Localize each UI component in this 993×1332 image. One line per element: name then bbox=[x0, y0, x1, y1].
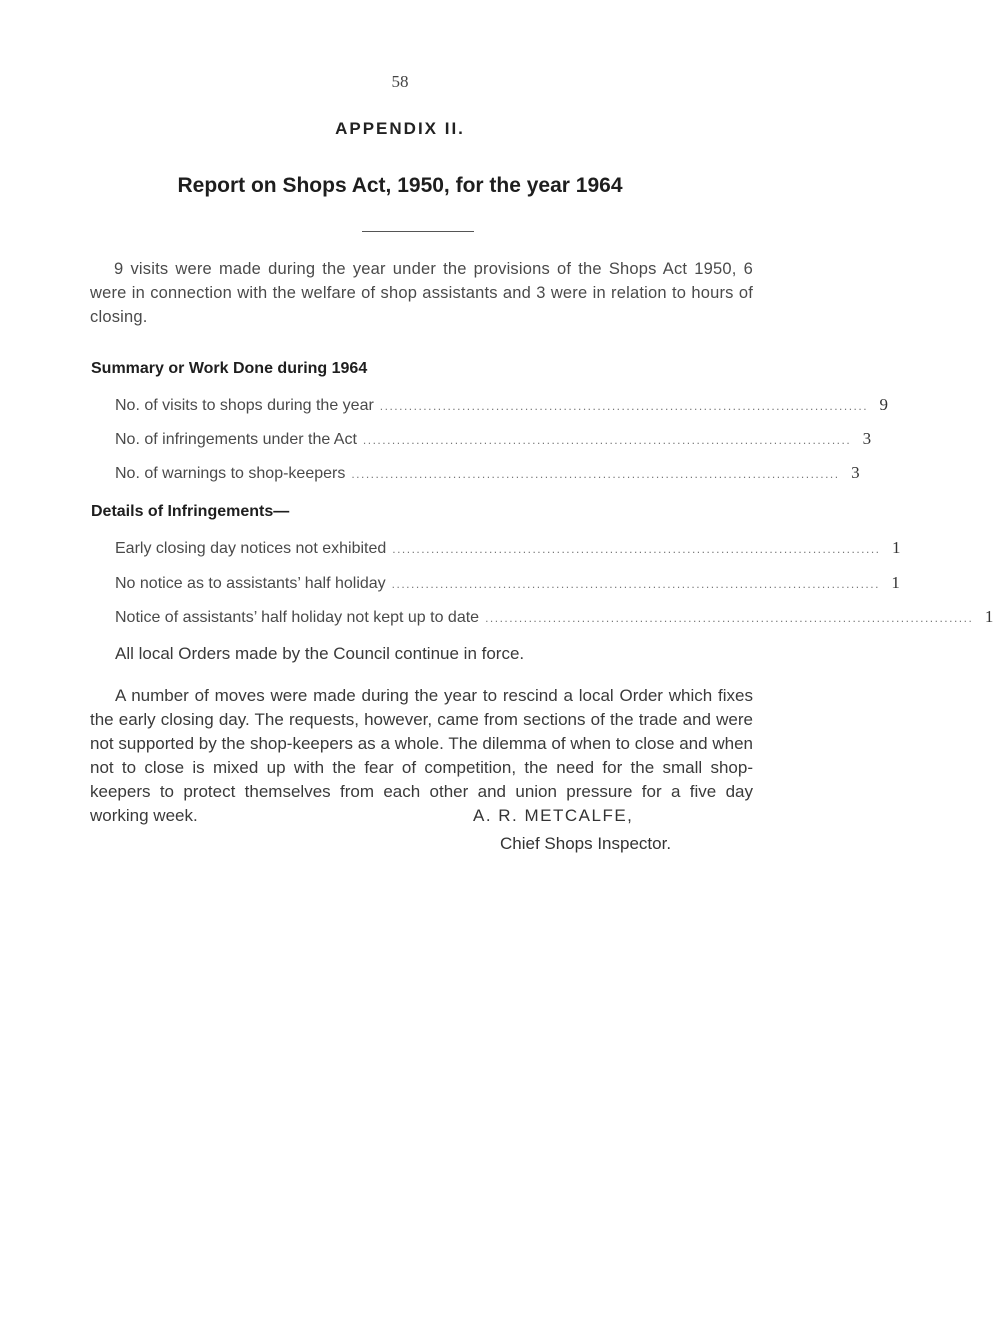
orders-statement: All local Orders made by the Council continue in force. bbox=[115, 644, 525, 663]
summary-value: 9 bbox=[879, 395, 889, 414]
summary-value: 3 bbox=[862, 429, 872, 448]
summary-label: No. of infringements under the Act bbox=[115, 431, 357, 448]
summary-label: No. of warnings to shop-keepers bbox=[115, 465, 346, 482]
summary-heading: Summary or Work Done during 1964 bbox=[91, 360, 368, 377]
dot-leader: ..................................................................................................... bbox=[391, 577, 880, 591]
appendix-heading: APPENDIX II. bbox=[335, 119, 465, 138]
body-paragraph: A number of moves were made during the year to rescind a local Order which fixes the early closing day. The requests, however, came from sections of the trade and were not supported by the shop-keepers as a whole. The dilemma of when to close and when not to close is mixed up with the fear of competition, the need for the small shop-keepers to protect themselves from each other and union pressure for a five day working week. bbox=[90, 686, 753, 825]
details-label: Early closing day notices not exhibited bbox=[115, 540, 387, 557]
title-divider bbox=[362, 231, 474, 232]
details-value: 1 bbox=[984, 607, 993, 626]
details-row-no-notice bbox=[115, 573, 900, 597]
summary-value: 3 bbox=[851, 463, 860, 482]
details-value: 1 bbox=[892, 538, 901, 557]
details-label: Notice of assistants’ half holiday not kept up to date bbox=[115, 609, 480, 626]
details-label: No notice as to assistants’ half holiday bbox=[115, 575, 386, 592]
details-row-not-up-to-date bbox=[115, 607, 993, 631]
summary-row-visits bbox=[115, 395, 889, 419]
dot-leader: ..................................................................................................... bbox=[351, 467, 840, 481]
summary-row-warnings bbox=[115, 463, 860, 487]
dot-leader: ..................................................................................................... bbox=[362, 433, 852, 447]
report-title: Report on Shops Act, 1950, for the year 1964 bbox=[177, 174, 623, 197]
intro-paragraph: 9 visits were made during the year under the provisions of the Shops Act 1950, 6 were in connection with the welfare of shop assistants and 3 were in relation to hours of closing. bbox=[90, 260, 753, 326]
dot-leader: ..................................................................................................... bbox=[392, 542, 881, 556]
summary-label: No. of visits to shops during the year bbox=[115, 397, 374, 414]
dot-leader: ..................................................................................................... bbox=[485, 611, 974, 625]
details-heading: Details of Infringements— bbox=[91, 503, 290, 520]
dot-leader: ..................................................................................................... bbox=[379, 399, 869, 413]
details-row-early-closing bbox=[115, 538, 901, 562]
signature-title: Chief Shops Inspector. bbox=[500, 834, 672, 853]
page-number: 58 bbox=[391, 72, 409, 91]
signature-name: A. R. METCALFE, bbox=[473, 806, 634, 825]
details-value: 1 bbox=[891, 573, 900, 592]
summary-row-infringements bbox=[115, 429, 872, 453]
